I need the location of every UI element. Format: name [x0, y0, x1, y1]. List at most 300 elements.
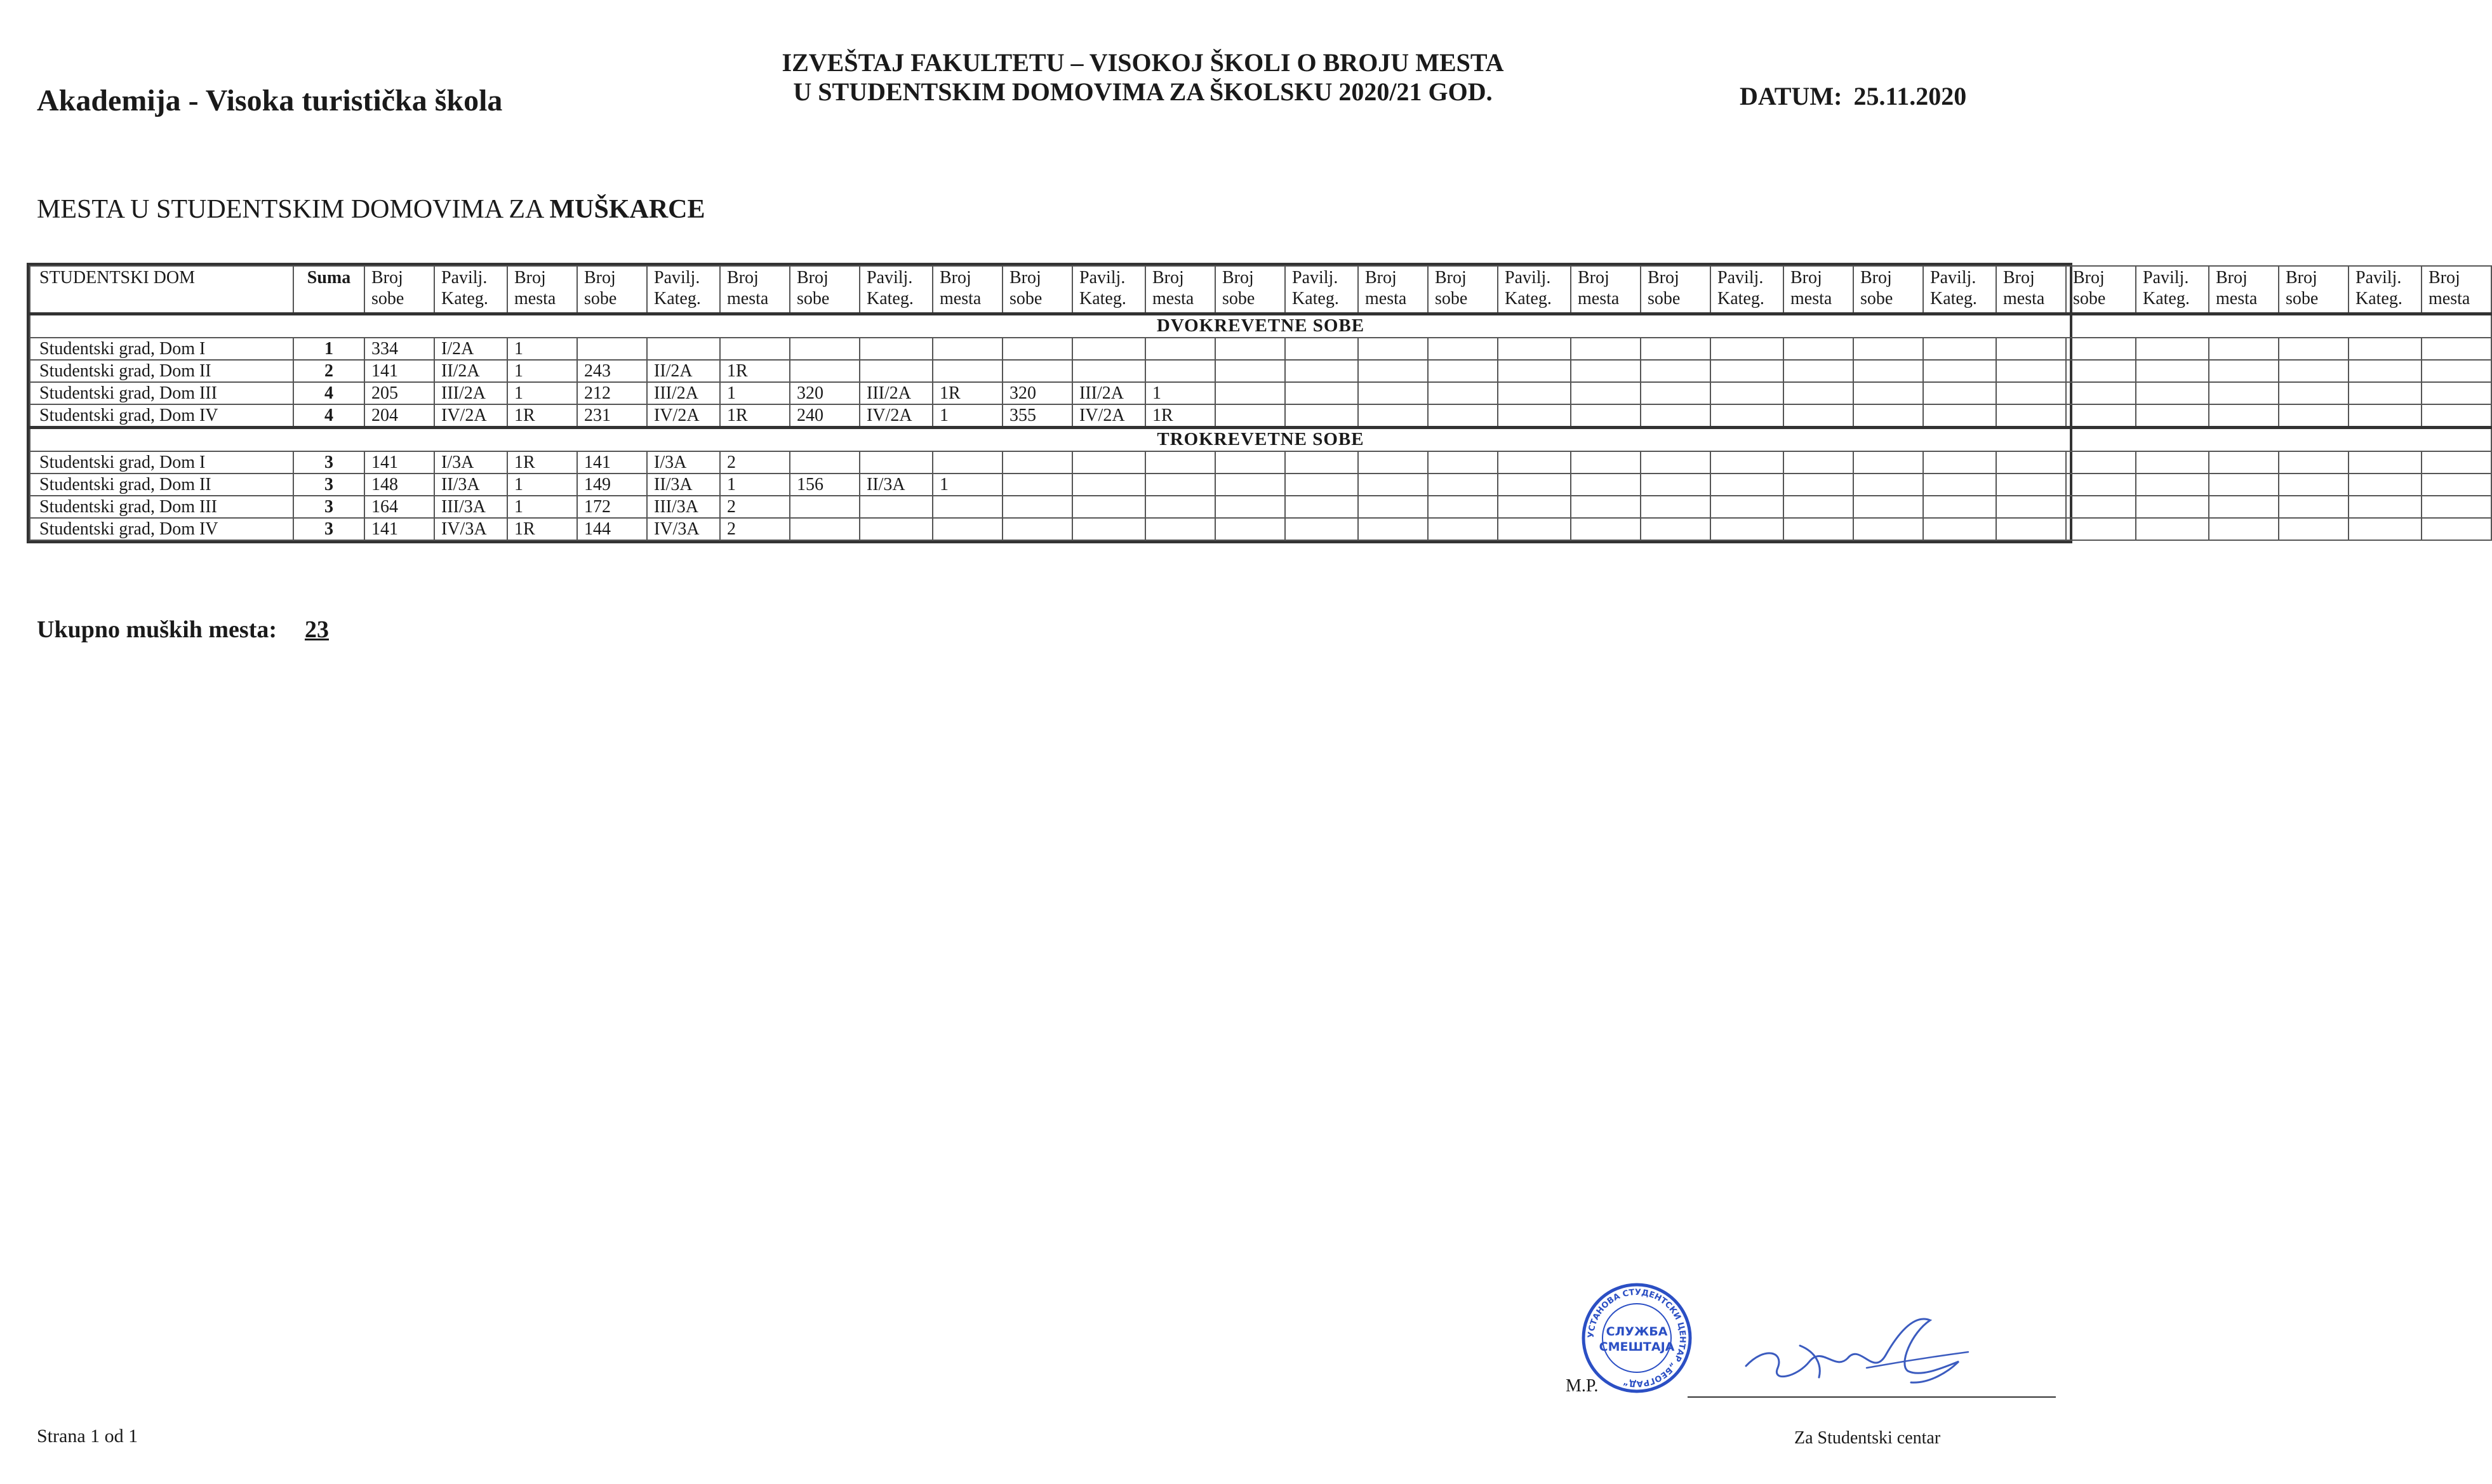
- room-number-cell: [1428, 518, 1498, 540]
- pavilion-category-cell: [647, 338, 720, 360]
- col-header-line-2: Kateg.: [2143, 289, 2190, 308]
- section-title: DVOKREVETNE SOBE: [30, 314, 2491, 338]
- col-header-line-1: Pavilj.: [1292, 268, 1338, 288]
- places-count-cell: 1R: [507, 404, 577, 428]
- places-count-cell: [1996, 474, 2066, 496]
- places-count-cell: [1358, 474, 1428, 496]
- room-number-cell: [1853, 451, 1923, 474]
- room-number-cell: [1641, 451, 1710, 474]
- room-number-cell: [2279, 518, 2349, 540]
- places-count-cell: 1R: [933, 382, 1003, 404]
- room-number-cell: 212: [577, 382, 647, 404]
- room-number-cell: [790, 451, 860, 474]
- places-count-cell: [2209, 496, 2279, 518]
- places-count-cell: [2209, 404, 2279, 428]
- places-count-cell: [1145, 360, 1215, 382]
- handwritten-signature: [1740, 1308, 1981, 1396]
- pavilion-category-cell: I/2A: [434, 338, 507, 360]
- pavilion-category-cell: [1285, 382, 1358, 404]
- pavilion-category-cell: [860, 451, 933, 474]
- col-header-group-3-c: [933, 266, 1003, 314]
- col-header-group-3-a: [790, 266, 860, 314]
- col-header-group-5-a: [1215, 266, 1285, 314]
- room-number-cell: [2279, 474, 2349, 496]
- places-count-cell: [1145, 496, 1215, 518]
- places-count-cell: [1996, 518, 2066, 540]
- table-row: [30, 382, 2491, 404]
- col-header-line-2: sobe: [2286, 289, 2319, 308]
- pavilion-category-cell: III/2A: [434, 382, 507, 404]
- places-count-cell: [1996, 451, 2066, 474]
- stamp-line-2: СМЕШТАЈА: [1599, 1340, 1675, 1354]
- places-count-cell: 2: [720, 518, 790, 540]
- places-count-cell: [1571, 474, 1641, 496]
- dormitory-name: Studentski grad, Dom II: [30, 474, 293, 496]
- room-number-cell: 240: [790, 404, 860, 428]
- places-count-cell: [2209, 338, 2279, 360]
- places-count-cell: 1: [720, 382, 790, 404]
- places-count-cell: [1571, 496, 1641, 518]
- pavilion-category-cell: IV/2A: [647, 404, 720, 428]
- places-count-cell: [1996, 496, 2066, 518]
- pavilion-category-cell: [1498, 518, 1571, 540]
- col-header-group-2-a: [577, 266, 647, 314]
- places-count-cell: [720, 338, 790, 360]
- pavilion-category-cell: [1710, 518, 1783, 540]
- places-count-cell: [1358, 338, 1428, 360]
- places-count-cell: [1358, 360, 1428, 382]
- col-header-line-2: Kateg.: [1717, 289, 1764, 308]
- room-number-cell: [1428, 474, 1498, 496]
- pavilion-category-cell: IV/3A: [434, 518, 507, 540]
- institution-name: Akademija - Visoka turistička škola: [37, 84, 503, 117]
- room-number-cell: [2279, 404, 2349, 428]
- room-number-cell: 204: [364, 404, 434, 428]
- room-number-cell: [2279, 360, 2349, 382]
- pavilion-category-cell: [2136, 518, 2209, 540]
- pavilion-category-cell: [1498, 382, 1571, 404]
- pavilion-category-cell: [1923, 518, 1996, 540]
- signature-line: [1688, 1396, 2056, 1398]
- page-number: Strana 1 od 1: [37, 1426, 138, 1447]
- col-header-line-2: Kateg.: [1930, 289, 1977, 308]
- col-header-group-9-c: [2209, 266, 2279, 314]
- pavilion-category-cell: [2136, 360, 2209, 382]
- pavilion-category-cell: [1072, 496, 1145, 518]
- pavilion-category-cell: [1498, 338, 1571, 360]
- room-number-cell: [1003, 518, 1072, 540]
- room-number-cell: 172: [577, 496, 647, 518]
- room-number-cell: 231: [577, 404, 647, 428]
- places-count-cell: [1996, 382, 2066, 404]
- table-row: [30, 404, 2491, 428]
- pavilion-category-cell: III/2A: [647, 382, 720, 404]
- places-count-cell: [1783, 474, 1853, 496]
- col-header-group-1-c: [507, 266, 577, 314]
- places-count-cell: [1571, 360, 1641, 382]
- places-count-cell: 1: [720, 474, 790, 496]
- room-number-cell: 243: [577, 360, 647, 382]
- room-number-cell: [1428, 338, 1498, 360]
- col-header-line-1: Broj: [2003, 268, 2035, 288]
- pavilion-category-cell: III/2A: [860, 382, 933, 404]
- pavilion-category-cell: [1498, 451, 1571, 474]
- col-header-line-1: Broj: [2286, 268, 2317, 288]
- date-label: DATUM:: [1740, 82, 1842, 110]
- room-number-cell: [1641, 404, 1710, 428]
- pavilion-category-cell: II/2A: [434, 360, 507, 382]
- room-number-cell: [1853, 518, 1923, 540]
- places-count-cell: 2: [720, 496, 790, 518]
- col-header-group-6-c: [1571, 266, 1641, 314]
- room-number-cell: [2279, 496, 2349, 518]
- places-count-cell: [1996, 360, 2066, 382]
- col-header-line-2: sobe: [1222, 289, 1255, 308]
- total-label: Ukupno muških mesta:: [37, 616, 277, 643]
- pavilion-category-cell: I/3A: [647, 451, 720, 474]
- places-count-cell: [1571, 451, 1641, 474]
- col-header-line-2: mesta: [940, 289, 982, 308]
- col-header-group-4-a: [1003, 266, 1072, 314]
- room-number-cell: [2066, 451, 2136, 474]
- places-count-cell: [2422, 496, 2491, 518]
- col-header-group-4-c: [1145, 266, 1215, 314]
- pavilion-category-cell: [1710, 451, 1783, 474]
- places-count-cell: [2422, 404, 2491, 428]
- room-number-cell: [1003, 496, 1072, 518]
- places-count-cell: [1571, 404, 1641, 428]
- room-number-cell: [1641, 496, 1710, 518]
- pavilion-category-cell: [2136, 451, 2209, 474]
- col-header-line-1: Broj: [1435, 268, 1467, 288]
- room-number-cell: [1428, 496, 1498, 518]
- room-number-cell: [1003, 474, 1072, 496]
- pavilion-category-cell: [1285, 518, 1358, 540]
- row-sum: 3: [293, 474, 364, 496]
- places-count-cell: 1: [507, 338, 577, 360]
- room-number-cell: [2279, 382, 2349, 404]
- pavilion-category-cell: [2349, 382, 2422, 404]
- room-number-cell: [1853, 360, 1923, 382]
- col-header-line-1: Broj: [2073, 268, 2105, 288]
- dormitory-name: Studentski grad, Dom II: [30, 360, 293, 382]
- room-number-cell: [1853, 496, 1923, 518]
- table-row: [30, 451, 2491, 474]
- col-header-group-6-a: [1428, 266, 1498, 314]
- room-number-cell: 334: [364, 338, 434, 360]
- row-sum: 1: [293, 338, 364, 360]
- pavilion-category-cell: [2136, 474, 2209, 496]
- col-header-line-1: Broj: [1578, 268, 1609, 288]
- room-number-cell: [1641, 474, 1710, 496]
- room-number-cell: [1003, 360, 1072, 382]
- col-header-line-2: Kateg.: [1292, 289, 1339, 308]
- col-header-line-1: Broj: [514, 268, 546, 288]
- col-header-line-1: Broj: [1222, 268, 1254, 288]
- report-title-line-2: U STUDENTSKIM DOMOVIMA ZA ŠKOLSKU 2020/21 GOD.: [793, 77, 1493, 106]
- room-number-cell: [577, 338, 647, 360]
- room-number-cell: [2066, 382, 2136, 404]
- room-number-cell: [1853, 338, 1923, 360]
- row-sum: 3: [293, 518, 364, 540]
- places-count-cell: 1: [507, 382, 577, 404]
- places-count-cell: [1571, 338, 1641, 360]
- places-count-cell: [2209, 451, 2279, 474]
- col-header-line-2: mesta: [1365, 289, 1407, 308]
- col-header-group-10-c: [2422, 266, 2491, 314]
- pavilion-category-cell: [860, 518, 933, 540]
- col-header-group-9-a: [2066, 266, 2136, 314]
- col-header-group-2-c: [720, 266, 790, 314]
- col-header-group-9-b: [2136, 266, 2209, 314]
- room-number-cell: [1428, 451, 1498, 474]
- row-sum: 4: [293, 382, 364, 404]
- pavilion-category-cell: II/3A: [860, 474, 933, 496]
- pavilion-category-cell: [1285, 496, 1358, 518]
- pavilion-category-cell: [1285, 338, 1358, 360]
- col-header-line-1: Broj: [940, 268, 971, 288]
- pavilion-category-cell: [1923, 496, 1996, 518]
- pavilion-category-cell: [1072, 451, 1145, 474]
- col-header-line-1: Broj: [1365, 268, 1397, 288]
- row-sum: 3: [293, 496, 364, 518]
- pavilion-category-cell: I/3A: [434, 451, 507, 474]
- pavilion-category-cell: [1072, 360, 1145, 382]
- total-places: [37, 616, 329, 644]
- col-header-line-1: Pavilj.: [1505, 268, 1551, 288]
- col-header-group-5-b: [1285, 266, 1358, 314]
- places-count-cell: 1: [1145, 382, 1215, 404]
- room-number-cell: 141: [577, 451, 647, 474]
- table-row: [30, 338, 2491, 360]
- room-number-cell: [2066, 404, 2136, 428]
- pavilion-category-cell: IV/3A: [647, 518, 720, 540]
- stamp-ring-text: УСТАНОВА СТУДЕНТСКИ ЦЕНТАР „БЕОГРАД“: [1586, 1287, 1688, 1389]
- pavilion-category-cell: II/3A: [647, 474, 720, 496]
- pavilion-category-cell: IV/2A: [434, 404, 507, 428]
- col-header-line-2: sobe: [2073, 289, 2106, 308]
- room-number-cell: [1428, 360, 1498, 382]
- pavilion-category-cell: [1923, 382, 1996, 404]
- places-count-cell: [2422, 338, 2491, 360]
- room-number-cell: [1215, 496, 1285, 518]
- room-number-cell: [1641, 360, 1710, 382]
- places-count-cell: [1783, 360, 1853, 382]
- room-number-cell: [2066, 360, 2136, 382]
- pavilion-category-cell: III/3A: [647, 496, 720, 518]
- places-count-cell: 1R: [720, 360, 790, 382]
- col-header-group-2-b: [647, 266, 720, 314]
- row-sum: 4: [293, 404, 364, 428]
- pavilion-category-cell: [1710, 338, 1783, 360]
- room-number-cell: [1215, 451, 1285, 474]
- col-header-group-8-a: [1853, 266, 1923, 314]
- room-number-cell: 156: [790, 474, 860, 496]
- pavilion-category-cell: [1285, 360, 1358, 382]
- room-number-cell: 320: [790, 382, 860, 404]
- room-number-cell: [1641, 518, 1710, 540]
- col-header-group-8-b: [1923, 266, 1996, 314]
- col-header-line-2: sobe: [1648, 289, 1681, 308]
- col-header-line-1: Pavilj.: [2143, 268, 2189, 288]
- places-count-cell: [1996, 404, 2066, 428]
- room-number-cell: 141: [364, 518, 434, 540]
- pavilion-category-cell: [2349, 360, 2422, 382]
- places-count-cell: 1R: [507, 451, 577, 474]
- places-count-cell: [2209, 360, 2279, 382]
- room-number-cell: [2066, 496, 2136, 518]
- dormitory-table: [27, 263, 2470, 543]
- places-count-cell: 1R: [720, 404, 790, 428]
- col-header-line-1: Pavilj.: [1717, 268, 1764, 288]
- places-count-cell: [1358, 451, 1428, 474]
- pavilion-category-cell: [1285, 474, 1358, 496]
- signature-caption: Za Studentski centar: [1794, 1428, 1941, 1448]
- places-count-cell: [1783, 496, 1853, 518]
- col-header-group-1-a: [364, 266, 434, 314]
- row-sum: 2: [293, 360, 364, 382]
- room-number-cell: [2279, 451, 2349, 474]
- places-count-cell: [1358, 518, 1428, 540]
- places-count-cell: [2422, 360, 2491, 382]
- pavilion-category-cell: [2349, 496, 2422, 518]
- room-number-cell: 141: [364, 360, 434, 382]
- pavilion-category-cell: [2349, 451, 2422, 474]
- pavilion-category-cell: [2136, 382, 2209, 404]
- official-stamp: [1580, 1281, 1694, 1395]
- pavilion-category-cell: [860, 338, 933, 360]
- places-count-cell: [1145, 451, 1215, 474]
- places-count-cell: [1145, 474, 1215, 496]
- col-header-line-2: mesta: [727, 289, 769, 308]
- places-count-cell: [1571, 518, 1641, 540]
- subtitle-prefix: MESTA U STUDENTSKIM DOMOVIMA ZA: [37, 195, 550, 224]
- room-number-cell: [790, 518, 860, 540]
- pavilion-category-cell: [1710, 404, 1783, 428]
- col-header-dormitory: STUDENTSKI DOM: [30, 266, 293, 314]
- room-number-cell: [1003, 338, 1072, 360]
- places-count-cell: [1145, 518, 1215, 540]
- dormitory-name: Studentski grad, Dom III: [30, 382, 293, 404]
- places-count-cell: 1R: [507, 518, 577, 540]
- places-count-cell: [2209, 518, 2279, 540]
- places-count-cell: [2422, 518, 2491, 540]
- col-header-line-2: sobe: [584, 289, 617, 308]
- places-count-cell: [1358, 382, 1428, 404]
- table-header-row: [30, 266, 2491, 314]
- places-count-cell: [933, 360, 1003, 382]
- col-header-line-1: Broj: [1152, 268, 1184, 288]
- col-header-group-3-b: [860, 266, 933, 314]
- section-header-row: [30, 314, 2491, 338]
- col-header-sum: Suma: [293, 266, 364, 314]
- pavilion-category-cell: [2349, 474, 2422, 496]
- pavilion-category-cell: [2136, 404, 2209, 428]
- room-number-cell: [1215, 360, 1285, 382]
- table-row: [30, 518, 2491, 540]
- col-header-line-2: sobe: [1009, 289, 1043, 308]
- col-header-line-2: sobe: [1860, 289, 1893, 308]
- col-header-line-2: mesta: [2429, 289, 2470, 308]
- room-number-cell: [790, 496, 860, 518]
- table-row: [30, 496, 2491, 518]
- places-count-cell: 1: [507, 360, 577, 382]
- room-number-cell: 149: [577, 474, 647, 496]
- col-header-line-2: Kateg.: [1505, 289, 1552, 308]
- section-title: TROKREVETNE SOBE: [30, 428, 2491, 452]
- pavilion-category-cell: [1710, 474, 1783, 496]
- room-number-cell: [2066, 474, 2136, 496]
- dormitory-name: Studentski grad, Dom IV: [30, 518, 293, 540]
- places-count-cell: [1783, 451, 1853, 474]
- signature-stroke-1: [1746, 1319, 1959, 1382]
- pavilion-category-cell: [2349, 404, 2422, 428]
- col-header-line-1: Pavilj.: [867, 268, 913, 288]
- room-number-cell: [1853, 404, 1923, 428]
- col-header-line-1: Broj: [584, 268, 616, 288]
- places-count-cell: [1145, 338, 1215, 360]
- places-count-cell: [933, 496, 1003, 518]
- places-count-cell: [2422, 474, 2491, 496]
- date-block: [1740, 81, 1966, 111]
- room-number-cell: [1215, 404, 1285, 428]
- dormitory-grid: [29, 265, 2492, 541]
- pavilion-category-cell: [860, 360, 933, 382]
- col-header-line-1: Broj: [2216, 268, 2248, 288]
- col-header-line-2: mesta: [514, 289, 556, 308]
- section-subtitle: [37, 194, 705, 225]
- room-number-cell: 164: [364, 496, 434, 518]
- places-count-cell: [933, 451, 1003, 474]
- col-header-group-10-b: [2349, 266, 2422, 314]
- col-header-line-1: Broj: [797, 268, 829, 288]
- col-header-group-6-b: [1498, 266, 1571, 314]
- pavilion-category-cell: [1285, 404, 1358, 428]
- room-number-cell: [1428, 404, 1498, 428]
- col-header-line-2: Kateg.: [2355, 289, 2402, 308]
- dormitory-name: Studentski grad, Dom III: [30, 496, 293, 518]
- table-row: [30, 474, 2491, 496]
- pavilion-category-cell: [1923, 338, 1996, 360]
- room-number-cell: [1215, 474, 1285, 496]
- col-header-group-7-b: [1710, 266, 1783, 314]
- pavilion-category-cell: [2136, 496, 2209, 518]
- room-number-cell: [1215, 338, 1285, 360]
- pavilion-category-cell: [1498, 474, 1571, 496]
- col-header-group-5-c: [1358, 266, 1428, 314]
- room-number-cell: [790, 338, 860, 360]
- places-count-cell: [1783, 382, 1853, 404]
- room-number-cell: 355: [1003, 404, 1072, 428]
- room-number-cell: 141: [364, 451, 434, 474]
- room-number-cell: [1853, 382, 1923, 404]
- room-number-cell: 320: [1003, 382, 1072, 404]
- col-header-group-1-b: [434, 266, 507, 314]
- pavilion-category-cell: [1498, 360, 1571, 382]
- places-count-cell: 1R: [1145, 404, 1215, 428]
- col-header-line-2: Kateg.: [654, 289, 701, 308]
- col-header-group-8-c: [1996, 266, 2066, 314]
- col-header-line-2: Kateg.: [441, 289, 488, 308]
- col-header-line-1: Broj: [1009, 268, 1041, 288]
- pavilion-category-cell: [1498, 496, 1571, 518]
- dormitory-name: Studentski grad, Dom I: [30, 338, 293, 360]
- pavilion-category-cell: II/2A: [647, 360, 720, 382]
- col-header-line-1: Broj: [371, 268, 403, 288]
- room-number-cell: [1641, 382, 1710, 404]
- col-header-group-4-b: [1072, 266, 1145, 314]
- col-header-line-1: Broj: [1790, 268, 1822, 288]
